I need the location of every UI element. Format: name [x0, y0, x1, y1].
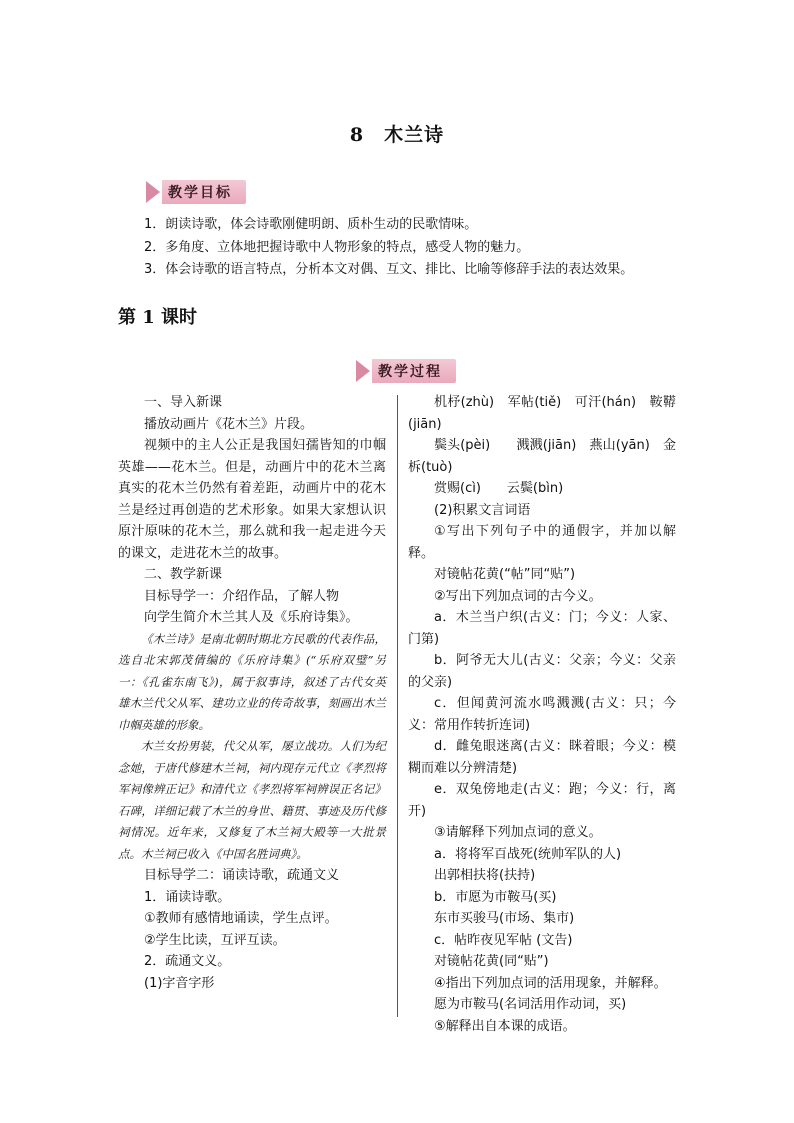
paragraph: a．将将军百战死(统帅军队的人) [434, 846, 622, 862]
paragraph: c．帖昨夜见军帖 (文告) [434, 932, 573, 948]
paragraph: ④指出下列加点词的活用现象，并解释。 [434, 975, 667, 991]
lesson-title: 8 木兰诗 [349, 124, 445, 146]
teaching-goals [144, 214, 704, 282]
paragraph: 二、教学新课 [144, 567, 223, 582]
paragraph: 《木兰诗》是南北朝时期北方民歌的代表作品，选自北宋郭茂倩编的《乐府诗集》(“乐府双璧”另一：《孔雀东南飞》)，属于叙事诗，叙述了古代女英雄木兰代父从军、建功立业的传奇故事，刻画出木兰巾帼英雄的形象。 [118, 631, 386, 732]
right-column [408, 392, 676, 1037]
paragraph: d．雌兔眼迷离(古义：眯着眼；今义：模糊而难以分辨清楚) [408, 739, 676, 776]
paragraph: 播放动画片《花木兰》片段。 [144, 416, 314, 432]
process-badge-label: 教学过程 [372, 359, 456, 383]
paragraph: (2)积累文言词语 [434, 502, 531, 518]
paragraph: 向学生简介木兰其人及《乐府诗集》。 [144, 610, 359, 625]
paragraph: 出郭相扶将(扶持) [434, 868, 536, 883]
paragraph: 东市买骏马(市场、集市) [434, 911, 575, 926]
paragraph: ①写出下列句子中的通假字，并加以解释。 [408, 524, 676, 561]
badge-triangle-icon [146, 181, 160, 203]
paragraph: ②写出下列加点词的古今义。 [434, 588, 602, 604]
paragraph: b．阿爷无大儿(古义：父亲；今义：父亲的父亲) [408, 653, 676, 690]
goals-badge [146, 181, 246, 203]
paragraph: 赏赐(cì) 云鬓(bìn) [434, 481, 564, 496]
paragraph: (1)字音字形 [144, 975, 215, 991]
paragraph: 2．疏通文义。 [144, 954, 231, 969]
left-column [118, 392, 386, 994]
paragraph: 木兰女扮男装，代父从军，屡立战功。人们为纪念她，于唐代修建木兰祠，祠内现存元代立《孝烈将军祠像辨正记》和清代立《孝烈将军祠辨误正名记》石碑，详细记载了木兰的身世、籍贯、事迹及历代修祠情况。近年来，又修复了木兰祠大殿等一大批景点。木兰祠已收入《中国名胜词典》。 [118, 739, 386, 861]
paragraph: ①教师有感情地诵读，学生点评。 [144, 911, 338, 926]
paragraph: 一、导入新课 [144, 395, 223, 410]
badge-triangle-icon [356, 360, 370, 382]
paragraph: 鬓头(pèi) 溅溅(jiān) 燕山(yān) 金柝(tuò) [408, 438, 676, 475]
paragraph: 愿为市鞍马(名词活用作动词，买) [434, 997, 627, 1012]
paragraph: 1．诵读诗歌。 [144, 889, 231, 905]
process-badge [356, 360, 456, 382]
lesson-period-heading: 第 1 课时 [118, 307, 198, 328]
paragraph: 目标导学一：介绍作品，了解人物 [144, 588, 340, 604]
paragraph: b．市愿为市鞍马(买) [434, 889, 557, 905]
paragraph: e．双兔傍地走(古义：跑；今义：行，离开) [408, 782, 676, 819]
goal-item: 2．多角度、立体地把握诗歌中人物形象的特点，感受人物的魅力。 [144, 239, 530, 255]
paragraph: a．木兰当户织(古义：门；今义：人家、门第) [408, 610, 676, 647]
paragraph: 对镜帖花黄(同“贴”) [434, 954, 549, 969]
goal-item: 3．体会诗歌的语言特点，分析本文对偶、互文、排比、比喻等修辞手法的表达效果。 [144, 262, 634, 277]
paragraph: ⑤解释出自本课的成语。 [434, 1018, 576, 1034]
paragraph: 视频中的主人公正是我国妇孺皆知的巾帼英雄——花木兰。但是，动画片中的花木兰离真实的花木兰仍然有着差距，动画片中的花木兰是经过再创造的艺术形象。如果大家想认识原汁原味的花木兰，那么就和我一起走进今天的课文，走进花木兰的故事。 [118, 438, 386, 561]
paragraph: c．但闻黄河流水鸣溅溅(古义：只；今义：常用作转折连词) [408, 696, 676, 733]
paragraph: ③请解释下列加点词的意义。 [434, 825, 602, 840]
goal-item: 1．朗读诗歌，体会诗歌刚健明朗、质朴生动的民歌情味。 [144, 217, 478, 232]
column-divider [397, 395, 398, 1017]
paragraph: 对镜帖花黄(“帖”同“贴”) [434, 567, 576, 582]
paragraph: 目标导学二：诵读诗歌，疏通文义 [144, 868, 340, 883]
goals-badge-label: 教学目标 [162, 180, 246, 204]
paragraph: 机杼(zhù) 军帖(tiě) 可汗(hán) 鞍鞯(jiān) [408, 395, 676, 432]
paragraph: ②学生比读，互评互读。 [144, 932, 286, 948]
